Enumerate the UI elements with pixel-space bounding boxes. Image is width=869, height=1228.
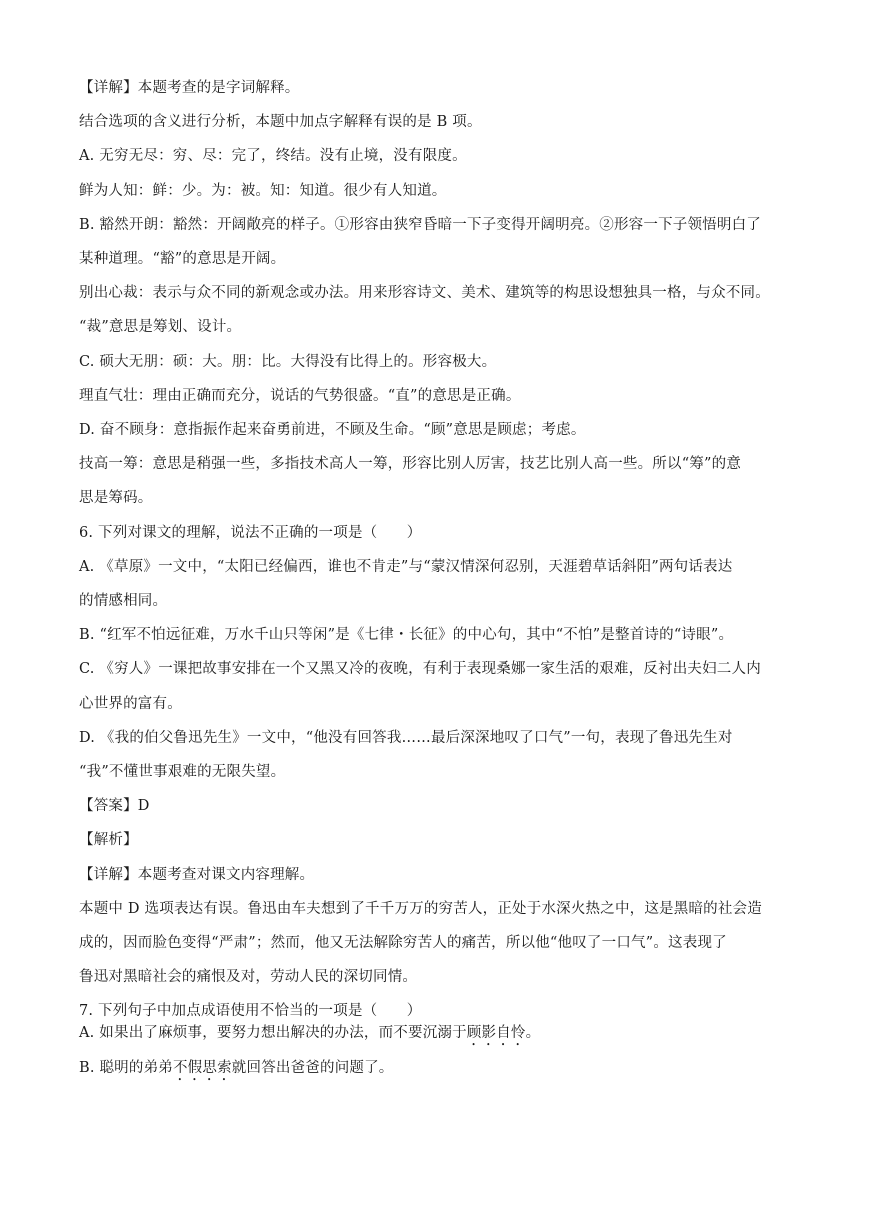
text-line: B. 豁然开朗：豁然：开阔敞亮的样子。①形容由狭窄昏暗一下子变得开阔明亮。②形容一下子领悟明白了 [79, 217, 761, 233]
option-7b [79, 1058, 394, 1084]
option-7b-prefix: B. 聪明的弟弟 [79, 1060, 173, 1076]
text-line: 技高一筹：意思是稍强一些，多指技术高人一筹，形容比别人厉害，技艺比别人高一些。所以“筹”的意 [79, 456, 742, 472]
text-line: 7. 下列句子中加点成语使用不恰当的一项是（ ） [79, 1003, 422, 1019]
text-line: “我”不懂世事艰难的无限失望。 [79, 764, 286, 780]
text-line: D. 《我的伯父鲁迅先生》一文中，“他没有回答我……最后深深地叹了口气”一句，表现了鲁迅先生对 [79, 730, 733, 746]
dotted-idiom-7a: 顾影自怜 [466, 1025, 526, 1041]
text-line: 【详解】本题考查的是字词解释。 [79, 80, 300, 96]
option-7a-suffix: 。 [525, 1025, 541, 1041]
option-7b-suffix: 就回答出爸爸的问题了。 [231, 1060, 394, 1076]
text-line: B. “红军不怕远征难，万水千山只等闲”是《七律・长征》的中心句，其中“不怕”是整首诗的“诗眼”。 [79, 627, 734, 643]
text-line: 【详解】本题考查对课文内容理解。 [79, 867, 315, 883]
dotted-idiom-7b: 不假思索 [172, 1060, 232, 1076]
text-line: A. 无穷无尽：穷、尽：完了，终结。没有止境，没有限度。 [79, 148, 467, 164]
text-line: 结合选项的含义进行分析，本题中加点字解释有误的是 B 项。 [79, 114, 482, 130]
text-line: 的情感相同。 [79, 593, 168, 609]
text-line: C. 《穷人》一课把故事安排在一个又黑又冷的夜晚，有利于表现桑娜一家生活的艰难，反衬出夫妇二人内 [79, 661, 761, 677]
text-line: 【答案】D [79, 798, 150, 814]
text-line: 理直气壮：理由正确而充分，说话的气势很盛。“直”的意思是正确。 [79, 388, 521, 404]
text-line: C. 硕大无朋：硕：大。朋：比。大得没有比得上的。形容极大。 [79, 354, 497, 370]
option-7a [79, 1023, 540, 1049]
text-line: “裁”意思是筹划、设计。 [79, 319, 242, 335]
option-7a-prefix: A. 如果出了麻烦事，要努力想出解决的办法，而不要沉溺于 [79, 1025, 467, 1041]
text-line: 鲁迅对黑暗社会的痛恨及对，劳动人民的深切同情。 [79, 969, 418, 985]
text-line: A. 《草原》一文中，“太阳已经偏西，谁也不肯走”与“蒙汉情深何忍别，天涯碧草话斜阳”两句话表达 [79, 559, 733, 575]
text-line: 成的，因而脸色变得“严肃”；然而，他又无法解除穷苦人的痛苦，所以他“他叹了一口气”。这表现了 [79, 935, 727, 951]
text-line: D. 奋不顾身：意指振作起来奋勇前进，不顾及生命。“顾”意思是顾虑；考虑。 [79, 422, 586, 438]
text-line: 心世界的富有。 [79, 696, 182, 712]
text-line: 本题中 D 选项表达有误。鲁迅由车夫想到了千千万万的穷苦人，正处于水深火热之中，这是黑暗的社会造 [79, 901, 762, 917]
text-line: 思是筹码。 [79, 490, 153, 506]
text-line: 别出心裁：表示与众不同的新观念或办法。用来形容诗文、美术、建筑等的构思设想独具一格，与众不同。 [79, 285, 770, 301]
text-line: 某种道理。“豁”的意思是开阔。 [79, 251, 286, 267]
text-line: 鲜为人知：鲜：少。为：被。知：知道。很少有人知道。 [79, 183, 447, 199]
text-line: 【解析】 [79, 832, 138, 848]
text-line: 6. 下列对课文的理解，说法不正确的一项是（ ） [79, 525, 422, 541]
